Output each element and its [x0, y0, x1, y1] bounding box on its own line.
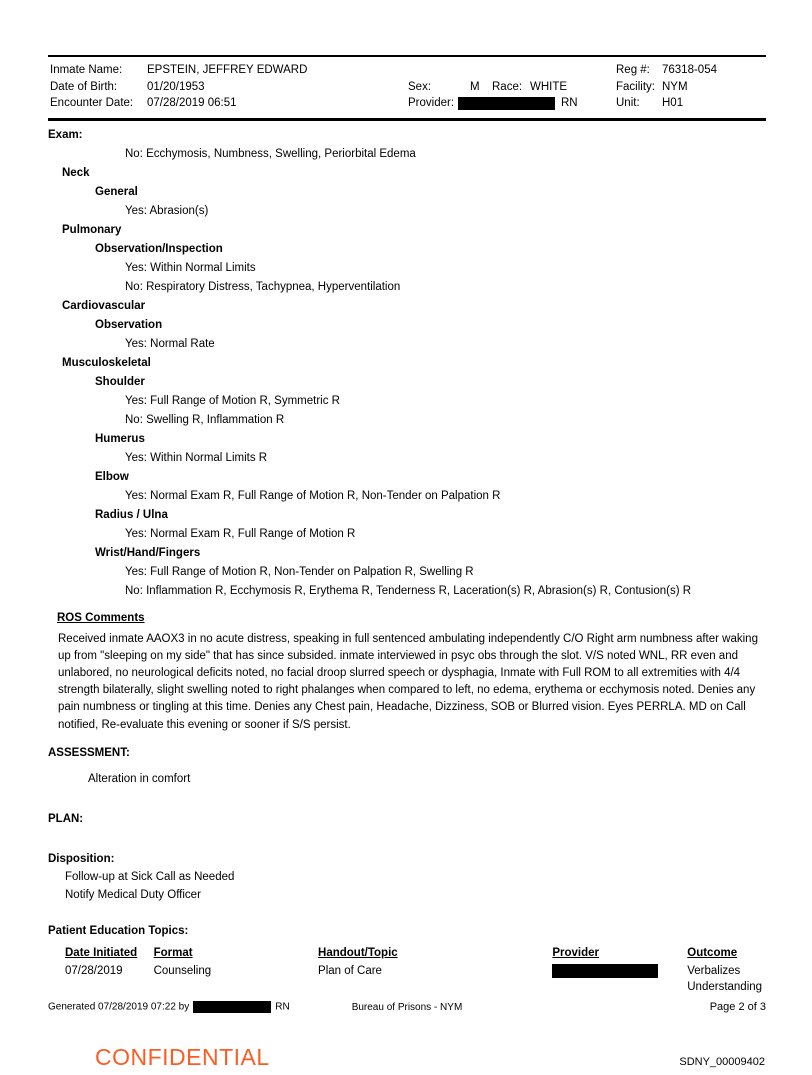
ros-comments-heading: ROS Comments: [57, 611, 145, 624]
exam-finding-line: [48, 430, 766, 449]
exam-finding-text: Yes: Full Range of Motion R, Non-Tender on Palpation R, Swelling R: [125, 565, 474, 578]
unit-label: Unit:: [616, 97, 640, 109]
dob-label: Date of Birth:: [50, 80, 118, 93]
exam-finding-text: Pulmonary: [62, 223, 122, 236]
exam-finding-text: Musculoskeletal: [62, 356, 151, 369]
column-header-format: Format: [153, 946, 193, 959]
facility-label: Facility:: [616, 80, 655, 93]
exam-finding-text: Yes: Within Normal Limits: [125, 261, 256, 274]
facility-row: [616, 79, 766, 96]
facility-value: NYM: [662, 80, 688, 93]
exam-section-title: Exam:: [48, 128, 83, 141]
exam-finding-line: [48, 221, 766, 240]
exam-finding-text: Yes: Abrasion(s): [125, 204, 209, 217]
education-table-data-row: [65, 963, 766, 995]
exam-finding-text: Neck: [62, 166, 90, 179]
exam-finding-text: Shoulder: [95, 375, 145, 388]
exam-finding-line: [48, 278, 764, 297]
exam-finding-text: No: Respiratory Distress, Tachypnea, Hyperventilation: [125, 280, 401, 293]
exam-finding-line: [48, 525, 764, 544]
exam-finding-line: [48, 468, 766, 487]
exam-finding-text: Radius / Ulna: [95, 508, 168, 521]
exam-finding-text: Elbow: [95, 470, 129, 483]
inmate-name-value: EPSTEIN, JEFFREY EDWARD: [147, 64, 308, 76]
exam-finding-text: No: Ecchymosis, Numbness, Swelling, Periorbital Edema: [125, 147, 416, 160]
exam-finding-text: Yes: Normal Exam R, Full Range of Motion R, Non-Tender on Palpation R: [125, 489, 501, 502]
disposition-item: Notify Medical Duty Officer: [65, 888, 201, 901]
education-provider-cell: [552, 963, 687, 995]
exam-finding-line: [48, 335, 764, 354]
exam-finding-text: Yes: Full Range of Motion R, Symmetric R: [125, 394, 340, 407]
exam-finding-line: [48, 411, 764, 430]
bates-number: SDNY_00009402: [679, 1056, 765, 1068]
page-footer: [48, 1001, 766, 1017]
unit-row: [616, 95, 766, 112]
exam-finding-line: [48, 297, 766, 316]
plan-heading: PLAN:: [48, 812, 84, 825]
exam-finding-text: Cardiovascular: [62, 299, 146, 312]
footer-facility-text: Bureau of Prisons - NYM: [351, 1002, 463, 1013]
exam-finding-line: [48, 259, 764, 278]
exam-finding-line: [48, 354, 766, 373]
assessment-heading: ASSESSMENT:: [48, 746, 130, 759]
exam-finding-text: Observation: [95, 318, 163, 331]
sex-value: M: [470, 80, 480, 93]
inmate-name-row: [50, 62, 408, 79]
education-outcome-value: Verbalizes Understanding: [687, 964, 763, 993]
page-number: Page 2 of 3: [709, 1001, 766, 1013]
exam-finding-text: General: [95, 185, 138, 198]
unit-value: H01: [662, 97, 684, 109]
exam-finding-line: [48, 240, 766, 259]
sex-race-row: [408, 79, 616, 96]
redacted-education-provider: [552, 964, 658, 978]
assessment-item: Alteration in comfort: [88, 772, 191, 785]
header-left-column: [50, 62, 408, 112]
provider-credential: RN: [561, 97, 578, 109]
patient-header: [48, 57, 766, 118]
encounter-date-value: 07/28/2019 06:51: [147, 97, 237, 109]
provider-label: Provider:: [408, 97, 455, 109]
reg-number-label: Reg #:: [616, 64, 650, 76]
document-content: [48, 0, 766, 995]
footer-generated-text: Generated 07/28/2019 07:22 by RN: [48, 1001, 290, 1013]
exam-finding-line: [48, 506, 766, 525]
patient-education-table: [48, 945, 766, 995]
disposition-heading: Disposition:: [48, 852, 115, 865]
education-date-value: 07/28/2019: [65, 964, 123, 977]
exam-finding-line: [48, 563, 764, 582]
education-format-value: Counseling: [153, 964, 212, 977]
dob-value: 01/20/1953: [147, 80, 205, 93]
header-right-column: [616, 62, 766, 112]
disposition-item: Follow-up at Sick Call as Needed: [65, 870, 235, 883]
encounter-date-row: [50, 95, 408, 112]
education-topic-value: Plan of Care: [318, 964, 382, 977]
column-header-handout-topic: Handout/Topic: [318, 946, 398, 959]
exam-finding-line: [48, 145, 764, 164]
patient-education-heading: Patient Education Topics:: [48, 924, 189, 937]
exam-finding-line: [48, 183, 766, 202]
exam-finding-line: [48, 164, 766, 183]
column-header-date-initiated: Date Initiated: [65, 946, 138, 959]
exam-finding-line: [48, 392, 764, 411]
redacted-footer-provider: [193, 1001, 271, 1013]
header-middle-column: [408, 62, 616, 112]
exam-finding-text: No: Inflammation R, Ecchymosis R, Erythema R, Tenderness R, Laceration(s) R, Abrasion(s) R, Contusion(s) R: [125, 584, 692, 597]
provider-row: [408, 95, 616, 112]
header-bottom-rule: [48, 118, 766, 121]
reg-number-value: 76318-054: [662, 64, 717, 76]
reg-number-row: [616, 62, 766, 79]
exam-finding-line: [48, 582, 764, 601]
exam-finding-text: Yes: Within Normal Limits R: [125, 451, 268, 464]
race-value: WHITE: [530, 80, 568, 93]
exam-findings-list: [48, 145, 766, 601]
exam-finding-text: Observation/Inspection: [95, 242, 223, 255]
exam-finding-line: [48, 316, 766, 335]
exam-finding-text: Yes: Normal Rate: [125, 337, 215, 350]
exam-finding-text: Yes: Normal Exam R, Full Range of Motion R: [125, 527, 356, 540]
confidential-stamp: CONFIDENTIAL: [95, 1044, 270, 1070]
exam-finding-line: [48, 487, 764, 506]
exam-finding-line: [48, 544, 766, 563]
dob-row: [50, 79, 408, 96]
inmate-name-label: Inmate Name:: [50, 64, 123, 76]
redacted-provider-name: [458, 97, 555, 110]
header-middle-spacer: [408, 62, 616, 79]
exam-finding-line: [48, 202, 764, 221]
exam-finding-text: Humerus: [95, 432, 145, 445]
exam-finding-line: [48, 449, 764, 468]
exam-finding-text: Wrist/Hand/Fingers: [95, 546, 201, 559]
column-header-provider: Provider: [552, 946, 600, 959]
exam-finding-text: No: Swelling R, Inflammation R: [125, 413, 285, 426]
race-label: Race:: [492, 80, 523, 93]
encounter-date-label: Encounter Date:: [50, 97, 134, 109]
column-header-outcome: Outcome: [687, 946, 738, 959]
education-table-header-row: [65, 945, 766, 961]
ros-comments-text: Received inmate AAOX3 in no acute distress, speaking in full sentenced ambulating independently C/O Right arm numbness after waking up from "sleeping on my side" that has since subsided. inmate interviewed in psyc obs through the slot. V/S noted WNL, RR even and unlabored, no neurological deficits noted, no facial droop slurred speech or dysphagia, Inmate with Full ROM to all extremities with 4/4 strength bilaterally, slight swelling noted to right phalanges when compared to left, no edema, erythema or ecchymosis noted. Denies any pain numbness or tingling at this time. Denies any Chest pain, Headache, Dizziness, SOB or Blurred vision. Eyes PERRLA. MD on Call notified, Re-evaluate this evening or sooner if S/S persist.: [58, 632, 758, 731]
exam-finding-line: [48, 373, 766, 392]
sex-label: Sex:: [408, 80, 432, 93]
